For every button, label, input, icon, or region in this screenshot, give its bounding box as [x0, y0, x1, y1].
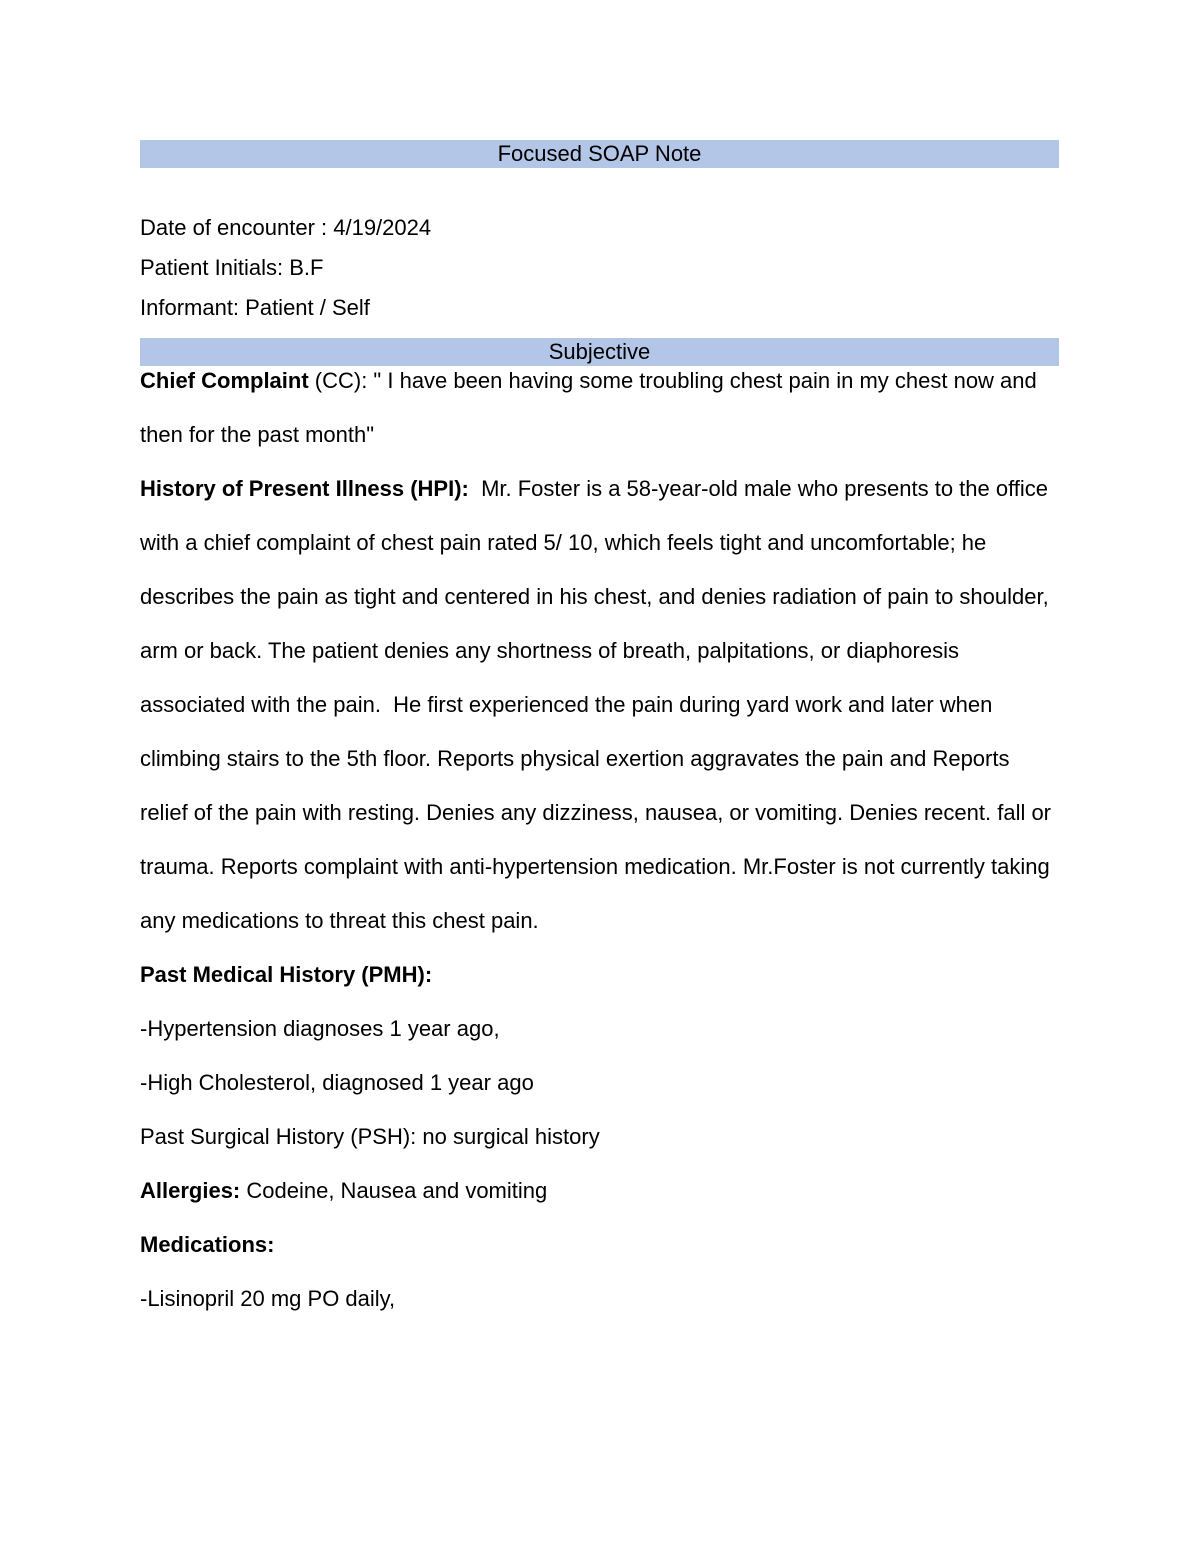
chief-complaint-text: (CC): " I have been having some troubling chest pain in my chest now and then for the past month": [140, 368, 1043, 447]
psh: Past Surgical History (PSH): no surgical history: [140, 1124, 600, 1149]
soap-note-page: [140, 140, 1059, 1326]
encounter-meta: [140, 208, 1059, 328]
hpi: [140, 462, 1059, 948]
chief-complaint: [140, 354, 1059, 462]
encounter-date: Date of encounter : 4/19/2024: [140, 215, 432, 240]
section-heading-subjective: Subjective: [140, 338, 1059, 366]
document-title: Focused SOAP Note: [140, 140, 1059, 168]
hpi-label: History of Present Illness (HPI):: [140, 476, 469, 501]
informant: Informant: Patient / Self: [140, 295, 370, 320]
allergies-label: Allergies:: [140, 1178, 241, 1203]
pmh-item: -High Cholesterol, diagnosed 1 year ago: [140, 1070, 534, 1095]
allergies-text: Codeine, Nausea and vomiting: [240, 1178, 548, 1203]
medications-heading: Medications:: [140, 1232, 275, 1257]
allergies: [140, 1164, 1059, 1218]
pmh-heading: Past Medical History (PMH):: [140, 962, 433, 987]
pmh-item: -Hypertension diagnoses 1 year ago,: [140, 1016, 500, 1041]
subjective-body: [140, 354, 1059, 1326]
patient-initials: Patient Initials: B.F: [140, 255, 324, 280]
hpi-text: Mr. Foster is a 58-year-old male who presents to the office with a chief complaint of chest pain rated 5/ 10, which feels tight and uncomfortable; he describes the pain as tight and centered in his chest, and denies radiation of pain to shoulder, arm or back. The patient denies any shortness of breath, palpitations, or diaphoresis associated with the pain. He first experienced the pain during yard work and later when climbing stairs to the 5th floor. Reports physical exertion aggravates the pain and Reports relief of the pain with resting. Denies any dizziness, nausea, or vomiting. Denies recent. fall or trauma. Reports complaint with anti-hypertension medication. Mr.Foster is not currently taking any medications to threat this chest pain.: [140, 476, 1058, 933]
medication-item: -Lisinopril 20 mg PO daily,: [140, 1286, 396, 1311]
chief-complaint-label: Chief Complaint: [140, 368, 309, 393]
